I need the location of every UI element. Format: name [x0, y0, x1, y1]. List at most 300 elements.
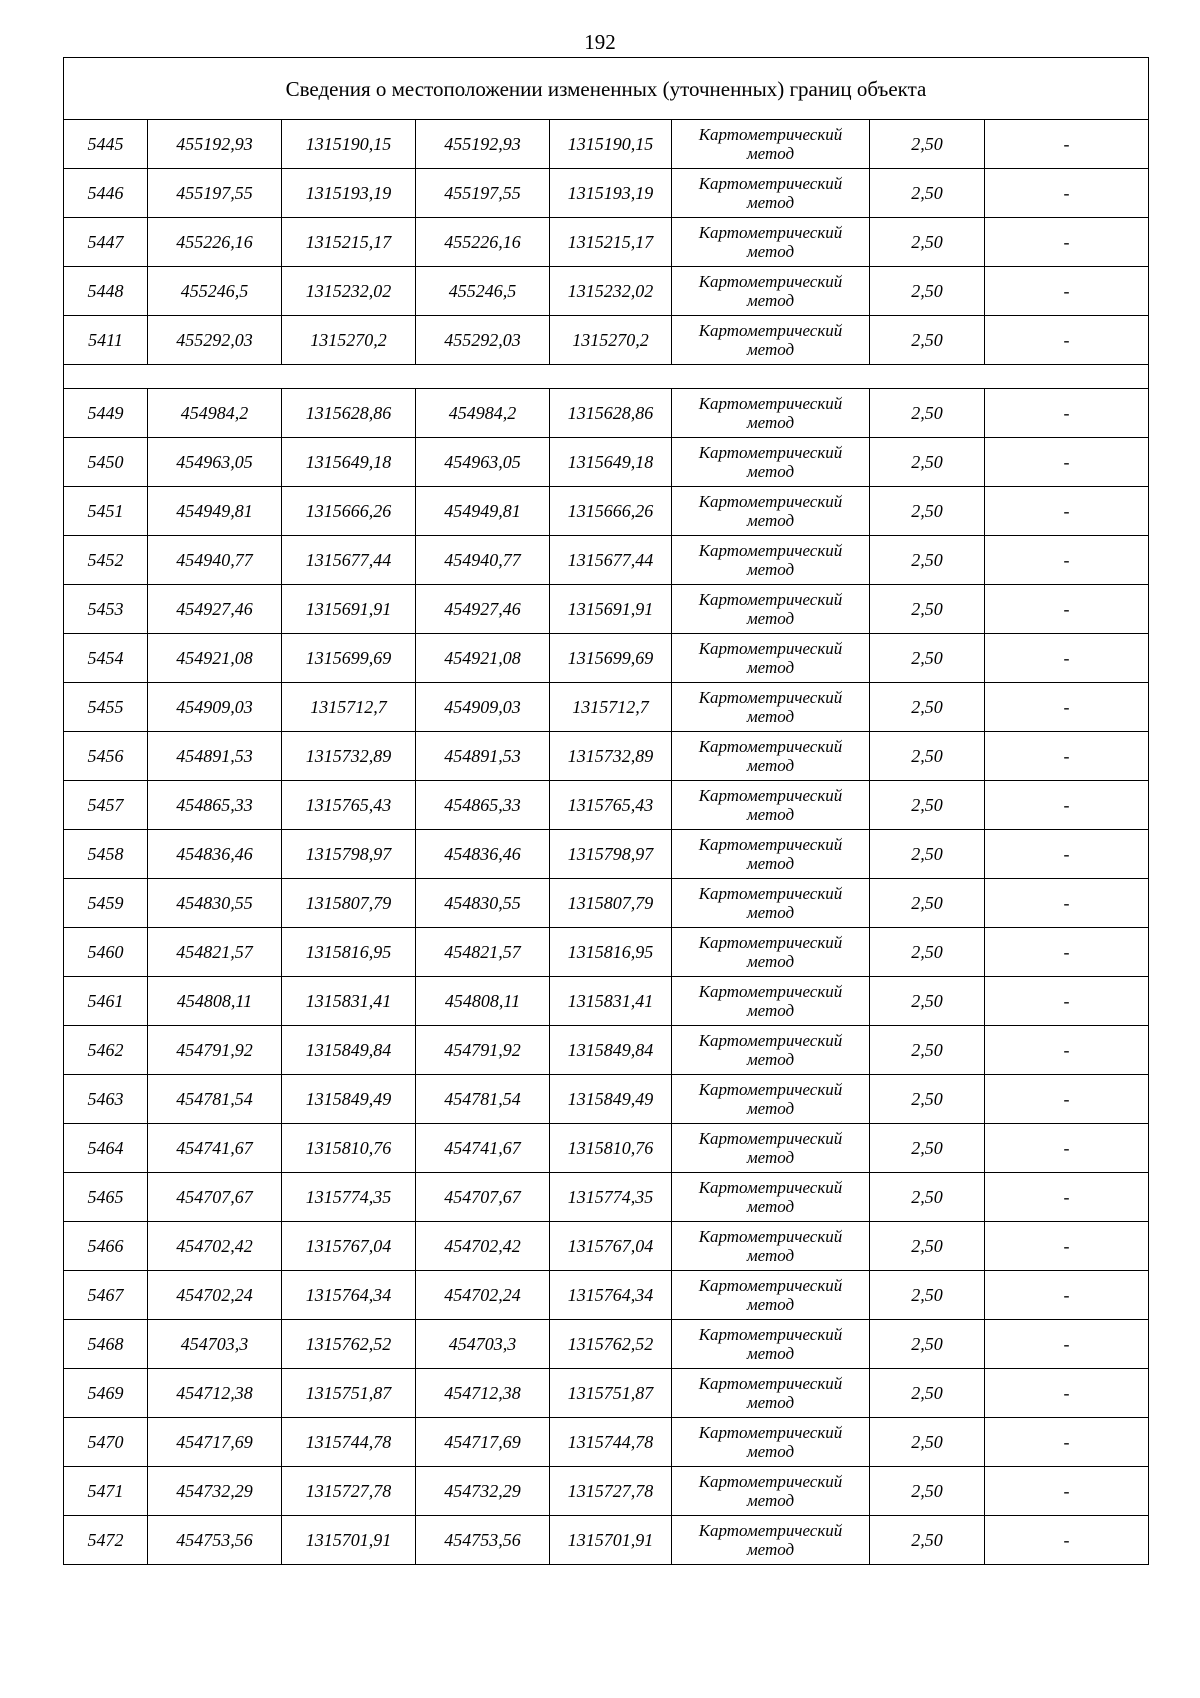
- y-refined-cell: 1315767,04: [550, 1222, 672, 1271]
- x-existing-cell: 455192,93: [148, 120, 282, 169]
- y-refined-cell: 1315774,35: [550, 1173, 672, 1222]
- table-row: [64, 1271, 1149, 1320]
- x-existing-cell: 455292,03: [148, 316, 282, 365]
- y-refined-cell: 1315764,34: [550, 1271, 672, 1320]
- table-row: [64, 781, 1149, 830]
- determination-method-cell: [672, 1173, 870, 1222]
- y-refined-cell: 1315190,15: [550, 120, 672, 169]
- y-refined-cell: 1315727,78: [550, 1467, 672, 1516]
- y-refined-cell: 1315628,86: [550, 389, 672, 438]
- table-row: [64, 1173, 1149, 1222]
- x-existing-cell: 454702,24: [148, 1271, 282, 1320]
- point-number-cell: 5450: [64, 438, 148, 487]
- x-existing-cell: 454949,81: [148, 487, 282, 536]
- y-existing-cell: 1315232,02: [282, 267, 416, 316]
- determination-method-cell: [672, 634, 870, 683]
- y-existing-cell: 1315831,41: [282, 977, 416, 1026]
- determination-method-cell: [672, 977, 870, 1026]
- x-refined-cell: 454984,2: [416, 389, 550, 438]
- determination-method-cell: [672, 389, 870, 438]
- point-description-cell: -: [985, 928, 1149, 977]
- x-existing-cell: 454712,38: [148, 1369, 282, 1418]
- method-line-2: метод: [746, 1050, 795, 1069]
- table-row: [64, 1124, 1149, 1173]
- method-line-2: метод: [746, 903, 795, 922]
- x-refined-cell: 454703,3: [416, 1320, 550, 1369]
- method-line-2: метод: [746, 854, 795, 873]
- method-line-2: метод: [746, 1491, 795, 1510]
- y-existing-cell: 1315677,44: [282, 536, 416, 585]
- y-existing-cell: 1315849,49: [282, 1075, 416, 1124]
- point-number-cell: 5411: [64, 316, 148, 365]
- x-refined-cell: 454808,11: [416, 977, 550, 1026]
- method-line-1: Картометрический: [698, 492, 843, 511]
- determination-method-cell: [672, 438, 870, 487]
- y-existing-cell: 1315649,18: [282, 438, 416, 487]
- method-line-2: метод: [746, 462, 795, 481]
- point-number-cell: 5463: [64, 1075, 148, 1124]
- accuracy-cell: 2,50: [870, 267, 985, 316]
- table-row: [64, 316, 1149, 365]
- accuracy-cell: 2,50: [870, 683, 985, 732]
- determination-method-cell: [672, 585, 870, 634]
- point-number-cell: 5445: [64, 120, 148, 169]
- x-existing-cell: 455226,16: [148, 218, 282, 267]
- x-existing-cell: 455246,5: [148, 267, 282, 316]
- determination-method-cell: [672, 1124, 870, 1173]
- method-line-1: Картометрический: [698, 541, 843, 560]
- table-row: [64, 977, 1149, 1026]
- boundary-coordinates-table: [63, 57, 1149, 1565]
- point-number-cell: 5461: [64, 977, 148, 1026]
- method-line-1: Картометрический: [698, 1178, 843, 1197]
- point-description-cell: -: [985, 1467, 1149, 1516]
- accuracy-cell: 2,50: [870, 1222, 985, 1271]
- y-existing-cell: 1315849,84: [282, 1026, 416, 1075]
- accuracy-cell: 2,50: [870, 1467, 985, 1516]
- point-number-cell: 5468: [64, 1320, 148, 1369]
- point-number-cell: 5466: [64, 1222, 148, 1271]
- accuracy-cell: 2,50: [870, 634, 985, 683]
- y-refined-cell: 1315712,7: [550, 683, 672, 732]
- method-line-2: метод: [746, 1295, 795, 1314]
- point-description-cell: -: [985, 1124, 1149, 1173]
- method-line-1: Картометрический: [698, 835, 843, 854]
- accuracy-cell: 2,50: [870, 438, 985, 487]
- x-existing-cell: 454963,05: [148, 438, 282, 487]
- point-description-cell: -: [985, 487, 1149, 536]
- group-separator-row: [64, 365, 1149, 389]
- method-line-2: метод: [746, 1197, 795, 1216]
- table-row: [64, 634, 1149, 683]
- y-existing-cell: 1315699,69: [282, 634, 416, 683]
- determination-method-cell: [672, 1320, 870, 1369]
- x-refined-cell: 454791,92: [416, 1026, 550, 1075]
- y-existing-cell: 1315764,34: [282, 1271, 416, 1320]
- point-description-cell: -: [985, 879, 1149, 928]
- table-title: Сведения о местоположении измененных (уточненных) границ объекта: [64, 58, 1149, 120]
- x-refined-cell: 454732,29: [416, 1467, 550, 1516]
- point-description-cell: -: [985, 1369, 1149, 1418]
- accuracy-cell: 2,50: [870, 781, 985, 830]
- method-line-2: метод: [746, 340, 795, 359]
- point-number-cell: 5447: [64, 218, 148, 267]
- x-existing-cell: 454927,46: [148, 585, 282, 634]
- accuracy-cell: 2,50: [870, 977, 985, 1026]
- x-existing-cell: 454732,29: [148, 1467, 282, 1516]
- accuracy-cell: 2,50: [870, 1173, 985, 1222]
- point-description-cell: -: [985, 585, 1149, 634]
- y-refined-cell: 1315744,78: [550, 1418, 672, 1467]
- table-row: [64, 1467, 1149, 1516]
- y-refined-cell: 1315810,76: [550, 1124, 672, 1173]
- x-existing-cell: 454830,55: [148, 879, 282, 928]
- method-line-1: Картометрический: [698, 394, 843, 413]
- x-refined-cell: 455226,16: [416, 218, 550, 267]
- method-line-2: метод: [746, 609, 795, 628]
- accuracy-cell: 2,50: [870, 732, 985, 781]
- method-line-2: метод: [746, 1442, 795, 1461]
- determination-method-cell: [672, 928, 870, 977]
- table-row: [64, 1222, 1149, 1271]
- x-refined-cell: 454717,69: [416, 1418, 550, 1467]
- point-number-cell: 5458: [64, 830, 148, 879]
- y-existing-cell: 1315744,78: [282, 1418, 416, 1467]
- x-refined-cell: 454949,81: [416, 487, 550, 536]
- point-description-cell: -: [985, 830, 1149, 879]
- point-number-cell: 5451: [64, 487, 148, 536]
- y-existing-cell: 1315767,04: [282, 1222, 416, 1271]
- x-existing-cell: 454921,08: [148, 634, 282, 683]
- x-refined-cell: 454781,54: [416, 1075, 550, 1124]
- determination-method-cell: [672, 267, 870, 316]
- x-refined-cell: 454821,57: [416, 928, 550, 977]
- table-row: [64, 732, 1149, 781]
- point-description-cell: -: [985, 1026, 1149, 1075]
- y-existing-cell: 1315215,17: [282, 218, 416, 267]
- accuracy-cell: 2,50: [870, 1369, 985, 1418]
- y-refined-cell: 1315762,52: [550, 1320, 672, 1369]
- determination-method-cell: [672, 218, 870, 267]
- table-row: [64, 1320, 1149, 1369]
- point-number-cell: 5449: [64, 389, 148, 438]
- method-line-2: метод: [746, 1540, 795, 1559]
- y-existing-cell: 1315193,19: [282, 169, 416, 218]
- method-line-1: Картометрический: [698, 786, 843, 805]
- point-description-cell: -: [985, 267, 1149, 316]
- determination-method-cell: [672, 1271, 870, 1320]
- accuracy-cell: 2,50: [870, 1418, 985, 1467]
- determination-method-cell: [672, 1222, 870, 1271]
- y-existing-cell: 1315701,91: [282, 1516, 416, 1565]
- x-existing-cell: 454821,57: [148, 928, 282, 977]
- determination-method-cell: [672, 316, 870, 365]
- point-number-cell: 5472: [64, 1516, 148, 1565]
- x-refined-cell: 454940,77: [416, 536, 550, 585]
- y-refined-cell: 1315751,87: [550, 1369, 672, 1418]
- y-refined-cell: 1315677,44: [550, 536, 672, 585]
- method-line-1: Картометрический: [698, 443, 843, 462]
- point-number-cell: 5457: [64, 781, 148, 830]
- method-line-1: Картометрический: [698, 1129, 843, 1148]
- accuracy-cell: 2,50: [870, 536, 985, 585]
- method-line-2: метод: [746, 511, 795, 530]
- y-existing-cell: 1315816,95: [282, 928, 416, 977]
- method-line-1: Картометрический: [698, 223, 843, 242]
- page-number: 192: [584, 30, 616, 54]
- point-number-cell: 5469: [64, 1369, 148, 1418]
- determination-method-cell: [672, 879, 870, 928]
- point-description-cell: -: [985, 1516, 1149, 1565]
- table-row: [64, 218, 1149, 267]
- determination-method-cell: [672, 732, 870, 781]
- y-refined-cell: 1315232,02: [550, 267, 672, 316]
- accuracy-cell: 2,50: [870, 1075, 985, 1124]
- accuracy-cell: 2,50: [870, 389, 985, 438]
- table-row: [64, 389, 1149, 438]
- accuracy-cell: 2,50: [870, 316, 985, 365]
- x-existing-cell: 454909,03: [148, 683, 282, 732]
- point-number-cell: 5470: [64, 1418, 148, 1467]
- table-row: [64, 830, 1149, 879]
- group-separator-cell: [64, 365, 1149, 389]
- x-existing-cell: 454865,33: [148, 781, 282, 830]
- accuracy-cell: 2,50: [870, 1124, 985, 1173]
- point-number-cell: 5467: [64, 1271, 148, 1320]
- accuracy-cell: 2,50: [870, 120, 985, 169]
- determination-method-cell: [672, 169, 870, 218]
- method-line-2: метод: [746, 1393, 795, 1412]
- method-line-1: Картометрический: [698, 933, 843, 952]
- table-row: [64, 267, 1149, 316]
- point-description-cell: -: [985, 634, 1149, 683]
- x-refined-cell: 455197,55: [416, 169, 550, 218]
- point-number-cell: 5462: [64, 1026, 148, 1075]
- method-line-1: Картометрический: [698, 1325, 843, 1344]
- x-existing-cell: 454753,56: [148, 1516, 282, 1565]
- x-existing-cell: 454707,67: [148, 1173, 282, 1222]
- x-refined-cell: 454830,55: [416, 879, 550, 928]
- method-line-2: метод: [746, 658, 795, 677]
- y-refined-cell: 1315193,19: [550, 169, 672, 218]
- y-refined-cell: 1315798,97: [550, 830, 672, 879]
- point-description-cell: -: [985, 218, 1149, 267]
- point-number-cell: 5452: [64, 536, 148, 585]
- point-number-cell: 5459: [64, 879, 148, 928]
- x-refined-cell: 454963,05: [416, 438, 550, 487]
- determination-method-cell: [672, 1026, 870, 1075]
- x-existing-cell: 454703,3: [148, 1320, 282, 1369]
- y-refined-cell: 1315816,95: [550, 928, 672, 977]
- y-existing-cell: 1315190,15: [282, 120, 416, 169]
- table-row: [64, 1369, 1149, 1418]
- x-refined-cell: 454712,38: [416, 1369, 550, 1418]
- x-existing-cell: 454984,2: [148, 389, 282, 438]
- y-refined-cell: 1315831,41: [550, 977, 672, 1026]
- point-description-cell: -: [985, 683, 1149, 732]
- y-refined-cell: 1315849,49: [550, 1075, 672, 1124]
- x-existing-cell: 454808,11: [148, 977, 282, 1026]
- method-line-1: Картометрический: [698, 590, 843, 609]
- point-number-cell: 5465: [64, 1173, 148, 1222]
- y-existing-cell: 1315628,86: [282, 389, 416, 438]
- determination-method-cell: [672, 1516, 870, 1565]
- method-line-1: Картометрический: [698, 1080, 843, 1099]
- method-line-1: Картометрический: [698, 1521, 843, 1540]
- y-refined-cell: 1315649,18: [550, 438, 672, 487]
- point-description-cell: -: [985, 1222, 1149, 1271]
- y-existing-cell: 1315751,87: [282, 1369, 416, 1418]
- point-description-cell: -: [985, 977, 1149, 1026]
- method-line-2: метод: [746, 952, 795, 971]
- x-existing-cell: 454717,69: [148, 1418, 282, 1467]
- x-refined-cell: 454927,46: [416, 585, 550, 634]
- point-number-cell: 5454: [64, 634, 148, 683]
- accuracy-cell: 2,50: [870, 169, 985, 218]
- determination-method-cell: [672, 120, 870, 169]
- x-refined-cell: 455292,03: [416, 316, 550, 365]
- accuracy-cell: 2,50: [870, 1026, 985, 1075]
- method-line-1: Картометрический: [698, 1472, 843, 1491]
- accuracy-cell: 2,50: [870, 1320, 985, 1369]
- method-line-1: Картометрический: [698, 688, 843, 707]
- table-title-row: [64, 58, 1149, 120]
- method-line-1: Картометрический: [698, 174, 843, 193]
- determination-method-cell: [672, 1467, 870, 1516]
- point-number-cell: 5464: [64, 1124, 148, 1173]
- method-line-1: Картометрический: [698, 272, 843, 291]
- point-description-cell: -: [985, 1271, 1149, 1320]
- y-refined-cell: 1315691,91: [550, 585, 672, 634]
- determination-method-cell: [672, 781, 870, 830]
- y-existing-cell: 1315712,7: [282, 683, 416, 732]
- determination-method-cell: [672, 1418, 870, 1467]
- y-refined-cell: 1315732,89: [550, 732, 672, 781]
- table-row: [64, 120, 1149, 169]
- method-line-1: Картометрический: [698, 639, 843, 658]
- point-number-cell: 5453: [64, 585, 148, 634]
- x-refined-cell: 454891,53: [416, 732, 550, 781]
- method-line-1: Картометрический: [698, 982, 843, 1001]
- method-line-2: метод: [746, 707, 795, 726]
- determination-method-cell: [672, 1369, 870, 1418]
- method-line-2: метод: [746, 291, 795, 310]
- method-line-2: метод: [746, 242, 795, 261]
- method-line-1: Картометрический: [698, 1276, 843, 1295]
- x-existing-cell: 454836,46: [148, 830, 282, 879]
- method-line-1: Картометрический: [698, 125, 843, 144]
- accuracy-cell: 2,50: [870, 1516, 985, 1565]
- y-existing-cell: 1315774,35: [282, 1173, 416, 1222]
- table-row: [64, 487, 1149, 536]
- table-row: [64, 438, 1149, 487]
- accuracy-cell: 2,50: [870, 218, 985, 267]
- method-line-1: Картометрический: [698, 1423, 843, 1442]
- point-number-cell: 5448: [64, 267, 148, 316]
- x-refined-cell: 454865,33: [416, 781, 550, 830]
- y-existing-cell: 1315798,97: [282, 830, 416, 879]
- y-existing-cell: 1315727,78: [282, 1467, 416, 1516]
- x-refined-cell: 454707,67: [416, 1173, 550, 1222]
- y-refined-cell: 1315270,2: [550, 316, 672, 365]
- y-existing-cell: 1315691,91: [282, 585, 416, 634]
- accuracy-cell: 2,50: [870, 585, 985, 634]
- point-description-cell: -: [985, 316, 1149, 365]
- method-line-2: метод: [746, 193, 795, 212]
- accuracy-cell: 2,50: [870, 830, 985, 879]
- point-description-cell: -: [985, 169, 1149, 218]
- method-line-2: метод: [746, 144, 795, 163]
- x-refined-cell: 454741,67: [416, 1124, 550, 1173]
- method-line-2: метод: [746, 1246, 795, 1265]
- y-existing-cell: 1315270,2: [282, 316, 416, 365]
- point-description-cell: -: [985, 438, 1149, 487]
- x-existing-cell: 454781,54: [148, 1075, 282, 1124]
- table-row: [64, 1516, 1149, 1565]
- point-description-cell: -: [985, 1075, 1149, 1124]
- x-existing-cell: 454791,92: [148, 1026, 282, 1075]
- point-description-cell: -: [985, 781, 1149, 830]
- y-existing-cell: 1315732,89: [282, 732, 416, 781]
- y-existing-cell: 1315810,76: [282, 1124, 416, 1173]
- point-description-cell: -: [985, 732, 1149, 781]
- accuracy-cell: 2,50: [870, 487, 985, 536]
- point-number-cell: 5471: [64, 1467, 148, 1516]
- table-body: [64, 58, 1149, 1565]
- x-existing-cell: 454891,53: [148, 732, 282, 781]
- method-line-2: метод: [746, 756, 795, 775]
- method-line-1: Картометрический: [698, 1227, 843, 1246]
- table-row: [64, 585, 1149, 634]
- y-refined-cell: 1315765,43: [550, 781, 672, 830]
- x-existing-cell: 454702,42: [148, 1222, 282, 1271]
- x-refined-cell: 454921,08: [416, 634, 550, 683]
- x-refined-cell: 455246,5: [416, 267, 550, 316]
- x-refined-cell: 454702,24: [416, 1271, 550, 1320]
- method-line-2: метод: [746, 1099, 795, 1118]
- method-line-1: Картометрический: [698, 1374, 843, 1393]
- point-description-cell: -: [985, 120, 1149, 169]
- accuracy-cell: 2,50: [870, 928, 985, 977]
- x-existing-cell: 454741,67: [148, 1124, 282, 1173]
- x-refined-cell: 454909,03: [416, 683, 550, 732]
- determination-method-cell: [672, 830, 870, 879]
- y-existing-cell: 1315765,43: [282, 781, 416, 830]
- table-row: [64, 879, 1149, 928]
- x-refined-cell: 455192,93: [416, 120, 550, 169]
- table-row: [64, 536, 1149, 585]
- accuracy-cell: 2,50: [870, 879, 985, 928]
- table-row: [64, 928, 1149, 977]
- method-line-2: метод: [746, 560, 795, 579]
- determination-method-cell: [672, 487, 870, 536]
- table-row: [64, 1075, 1149, 1124]
- method-line-1: Картометрический: [698, 321, 843, 340]
- point-description-cell: -: [985, 1173, 1149, 1222]
- point-description-cell: -: [985, 536, 1149, 585]
- accuracy-cell: 2,50: [870, 1271, 985, 1320]
- point-number-cell: 5460: [64, 928, 148, 977]
- point-number-cell: 5446: [64, 169, 148, 218]
- method-line-2: метод: [746, 1001, 795, 1020]
- y-refined-cell: 1315701,91: [550, 1516, 672, 1565]
- point-description-cell: -: [985, 1418, 1149, 1467]
- method-line-2: метод: [746, 1148, 795, 1167]
- point-description-cell: -: [985, 389, 1149, 438]
- determination-method-cell: [672, 1075, 870, 1124]
- method-line-2: метод: [746, 805, 795, 824]
- y-refined-cell: 1315215,17: [550, 218, 672, 267]
